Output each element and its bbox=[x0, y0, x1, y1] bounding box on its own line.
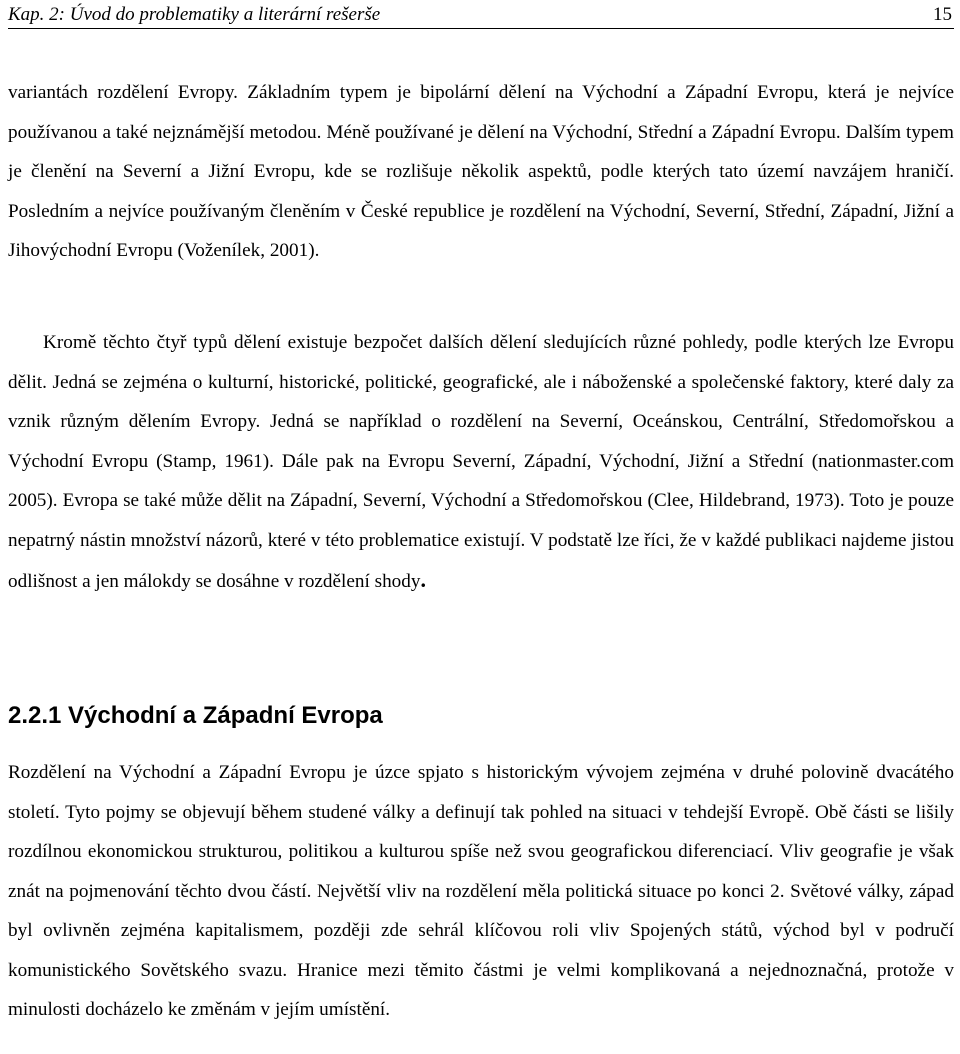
paragraph-east-west: Rozdělení na Východní a Západní Evropu je úzce spjato s historickým vývojem zejména v druhé polovině dvacátého století. Tyto pojmy se objevují během studené války a definují tak pohled na situaci v tehdejší Evropě. Obě části se lišily rozdílnou ekonomickou strukturou, politikou a kulturou spíše než svou geografickou diferenciací. Vliv geografie je však znát na pojmenování těchto dvou částí. Největší vliv na rozdělení měla politická situace po konci 2. Světové války, západ byl ovlivněn zejména kapitalismem, později zde sehrál klíčovou roli vliv Spojených států, východ byl v područí komunistického Sovětského svazu. Hranice mezi těmito částmi je velmi komplikovaná a nejednoznačná, protože v minulosti docházelo ke změnám v jejím umístění. bbox=[8, 762, 954, 1020]
paragraph-end-period: . bbox=[420, 567, 426, 592]
page-number: 15 bbox=[933, 4, 952, 25]
paragraph-variants: variantách rozdělení Evropy. Základním typem je bipolární dělení na Východní a Západní Evropu, která je nejvíce používanou a také nejznámější metodou. Méně používané je dělení na Východní, Střední a Západní Evropu. Dalším typem je členění na Severní a Jižní Evropu, kde se rozlišuje několik aspektů, podle kterých tato území navzájem hraničí. Posledním a nejvíce používaným členěním v České republice je rozdělení na Východní, Severní, Střední, Západní, Jižní a Jihovýchodní Evropu (Voženílek, 2001). bbox=[8, 82, 954, 261]
chapter-title: Kap. 2: Úvod do problematiky a literární rešerše bbox=[8, 4, 381, 25]
paragraph-other-divisions bbox=[8, 323, 954, 602]
running-header bbox=[8, 2, 954, 29]
section-heading: 2.2.1 Východní a Západní Evropa bbox=[8, 702, 383, 729]
paragraph-other-divisions-text: Kromě těchto čtyř typů dělení existuje bezpočet dalších dělení sledujících různé pohledy, podle kterých lze Evropu dělit. Jedná se zejména o kulturní, historické, politické, geografické, ale i náboženské a společenské faktory, které daly za vznik různým dělením Evropy. Jedná se například o rozdělení na Severní, Oceánskou, Centrální, Středomořskou a Východní Evropu (Stamp, 1961). Dále pak na Evropu Severní, Západní, Východní, Jižní a Střední (nationmaster.com 2005). Evropa se také může dělit na Západní, Severní, Východní a Středomořskou (Clee, Hildebrand, 1973). Toto je pouze nepatrný nástin množství názorů, které v této problematice existují. V podstatě lze říci, že v každé publikaci najdeme jistou odlišnost a jen málokdy se dosáhne v rozdělení shody bbox=[8, 332, 954, 592]
